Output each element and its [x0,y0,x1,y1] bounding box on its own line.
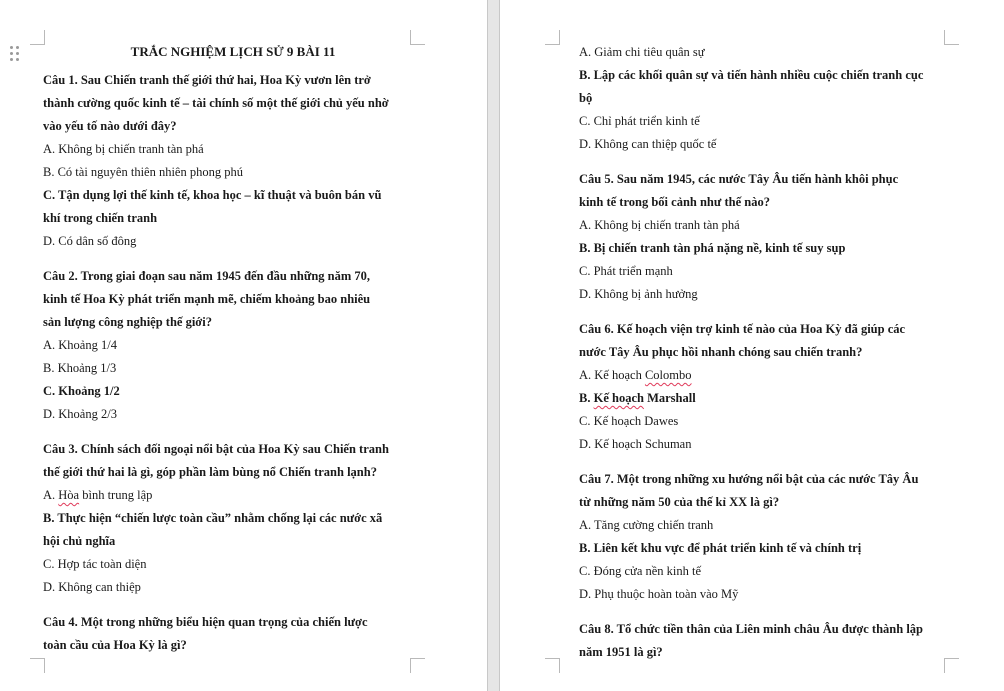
option-prefix: B. [579,391,594,405]
document-page-right [500,0,1004,691]
drag-handle-icon[interactable] [10,46,20,62]
question-3-line-1: Câu 3. Chính sách đối ngoại nổi bật của Hoa Kỳ sau Chiến tranh [43,442,389,456]
question-4-option-c: C. Chỉ phát triển kinh tế [579,114,700,128]
question-7-line-1: Câu 7. Một trong những xu hướng nổi bật của các nước Tây Âu [579,472,919,486]
question-1-line-3: vào yếu tố nào dưới đây? [43,119,177,133]
margin-mark-bottom-right [410,658,425,673]
question-5-option-b: B. Bị chiến tranh tàn phá nặng nề, kinh tế suy sụp [579,241,846,255]
margin-mark-bottom-left [545,658,560,673]
question-2-option-b: B. Khoảng 1/3 [43,361,117,375]
question-6-option-d: D. Kế hoạch Schuman [579,437,692,451]
question-3-option-b-line-2: hội chủ nghĩa [43,534,116,548]
question-2-line-2: kinh tế Hoa Kỳ phát triển mạnh mẽ, chiếm khoảng bao nhiêu [43,292,371,306]
question-4-option-a: A. Giảm chi tiêu quân sự [579,45,705,59]
question-1-option-c-line-2: khí trong chiến tranh [43,211,158,225]
question-5-line-1: Câu 5. Sau năm 1945, các nước Tây Âu tiến hành khôi phục [579,172,899,186]
question-7-line-2: từ những năm 50 của thế kỉ XX là gì? [579,495,780,509]
question-1-line-1: Câu 1. Sau Chiến tranh thế giới thứ hai, Hoa Kỳ vươn lên trở [43,73,371,87]
question-2-option-a: A. Khoảng 1/4 [43,338,117,352]
question-6-option-b [579,387,964,410]
question-6-line-1: Câu 6. Kế hoạch viện trợ kinh tế nào của Hoa Kỳ đã giúp các [579,322,906,336]
question-5-option-d: D. Không bị ảnh hưởng [579,287,698,301]
question-6-option-c: C. Kế hoạch Dawes [579,414,679,428]
question-1-option-d: D. Có dân số đông [43,234,137,248]
question-1-option-a: A. Không bị chiến tranh tàn phá [43,142,204,156]
question-7-option-c: C. Đóng cửa nền kinh tế [579,564,702,578]
question-7-option-a: A. Tăng cường chiến tranh [579,518,714,532]
question-1-option-c-line-1: C. Tận dụng lợi thế kinh tế, khoa học – kĩ thuật và buôn bán vũ [43,188,382,202]
question-7-option-d: D. Phụ thuộc hoàn toàn vào Mỹ [579,587,739,601]
question-6-option-a [579,364,964,387]
question-4-option-d: D. Không can thiệp quốc tế [579,137,717,151]
option-prefix: A. [43,488,59,502]
question-8-line-2: năm 1951 là gì? [579,645,663,659]
question-4-option-b-line-2: bộ [579,91,593,105]
question-3-option-d: D. Không can thiệp [43,580,141,594]
spellcheck-flagged-word[interactable]: Kế hoạch [593,391,644,405]
question-5-line-2: kinh tế trong bối cảnh như thế nào? [579,195,770,209]
question-2-option-d: D. Khoảng 2/3 [43,407,117,421]
option-rest: bình trung lập [79,488,153,502]
question-6-line-2: nước Tây Âu phục hồi nhanh chóng sau chiến tranh? [579,345,863,359]
question-3-line-2: thế giới thứ hai là gì, góp phần làm bùng nổ Chiến tranh lạnh? [43,465,377,479]
spellcheck-flagged-word[interactable]: Colombo [644,368,692,382]
question-1-option-b: B. Có tài nguyên thiên nhiên phong phú [43,165,243,179]
question-2-option-c: C. Khoảng 1/2 [43,384,120,398]
question-4-option-b-line-1: B. Lập các khối quân sự và tiến hành nhiều cuộc chiến tranh cục [579,68,924,82]
left-column [43,41,423,657]
question-4-line-1: Câu 4. Một trong những biểu hiện quan trọng của chiến lược [43,615,368,629]
document-page-left [0,0,487,691]
question-3-option-b-line-1: B. Thực hiện “chiến lược toàn cầu” nhằm chống lại các nước xã [43,511,383,525]
question-4-line-2: toàn cầu của Hoa Kỳ là gì? [43,638,187,652]
spellcheck-flagged-word[interactable]: Hòa [58,488,80,502]
question-5-option-a: A. Không bị chiến tranh tàn phá [579,218,740,232]
question-1-line-2: thành cường quốc kinh tế – tài chính số một thế giới chủ yếu nhờ [43,96,389,110]
option-prefix: A. Kế hoạch [579,368,645,382]
question-5-option-c: C. Phát triển mạnh [579,264,673,278]
question-8-line-1: Câu 8. Tổ chức tiền thân của Liên minh châu Âu được thành lập [579,622,923,636]
question-7-option-b: B. Liên kết khu vực để phát triển kinh tế và chính trị [579,541,862,555]
option-rest: Marshall [643,391,696,405]
question-3-option-a [43,484,423,507]
margin-mark-top-left [545,30,560,45]
page-gutter-left-edge [487,0,488,691]
document-title: TRẮC NGHIỆM LỊCH SỬ 9 BÀI 11 [130,44,336,59]
question-2-line-3: sản lượng công nghiệp thế giới? [43,315,212,329]
question-3-option-c: C. Hợp tác toàn diện [43,557,147,571]
question-2-line-1: Câu 2. Trong giai đoạn sau năm 1945 đến đầu những năm 70, [43,269,371,283]
margin-mark-bottom-left [30,658,45,673]
right-column [579,41,964,664]
